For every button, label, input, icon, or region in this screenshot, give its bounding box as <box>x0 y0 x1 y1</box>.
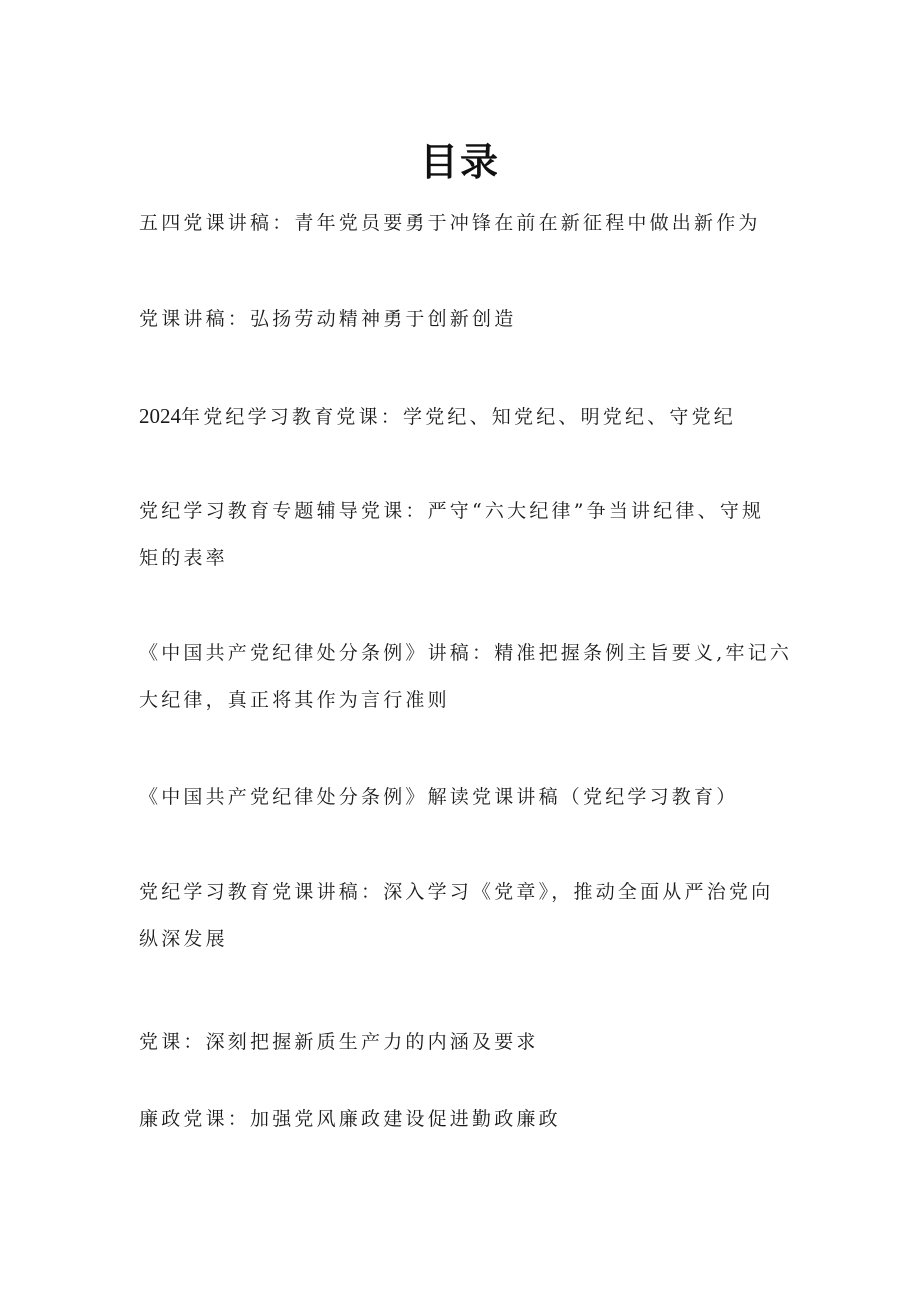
toc-entry-line <box>139 393 784 441</box>
toc-entry <box>139 774 784 821</box>
toc-entry-year: 2024 <box>139 404 181 428</box>
toc-entry <box>139 393 784 441</box>
toc-entry <box>139 296 784 343</box>
toc-entry <box>139 630 793 724</box>
toc-entry-line: 《中国共产党纪律处分条例》解读党课讲稿（党纪学习教育） <box>139 786 739 808</box>
toc-entry <box>139 200 784 247</box>
page-title: 目录 <box>419 140 500 184</box>
toc-entry-line: 矩的表率 <box>139 547 228 569</box>
toc-entry-line: 五四党课讲稿：青年党员要勇于冲锋在前在新征程中做出新作为 <box>139 212 761 234</box>
toc-entry-line: 大纪律，真正将其作为言行准则 <box>139 689 450 711</box>
toc-entry-line: 党课：深刻把握新质生产力的内涵及要求 <box>139 1031 539 1053</box>
toc-entry-line: 廉政党课：加强党风廉政建设促进勤政廉政 <box>139 1108 561 1130</box>
toc-entry-line: 《中国共产党纪律处分条例》讲稿：精准把握条例主旨要义,牢记六 <box>139 642 793 664</box>
toc-entry-line: 党课讲稿：弘扬劳动精神勇于创新创造 <box>139 308 517 330</box>
toc-entry-line: 党纪学习教育党课讲稿：深入学习《党章》，推动全面从严治党向 <box>139 881 774 903</box>
toc-entry-text: 年党纪学习教育党课：学党纪、知党纪、明党纪、守党纪 <box>181 406 737 428</box>
toc-entry <box>139 869 784 963</box>
toc-entry-line: 纵深发展 <box>139 928 228 950</box>
toc-entry <box>139 1019 784 1066</box>
toc-entry <box>139 1096 784 1143</box>
toc-entry <box>139 488 784 582</box>
toc-entry-line: 党纪学习教育专题辅导党课：严守“六大纪律”争当讲纪律、守规 <box>139 500 765 522</box>
